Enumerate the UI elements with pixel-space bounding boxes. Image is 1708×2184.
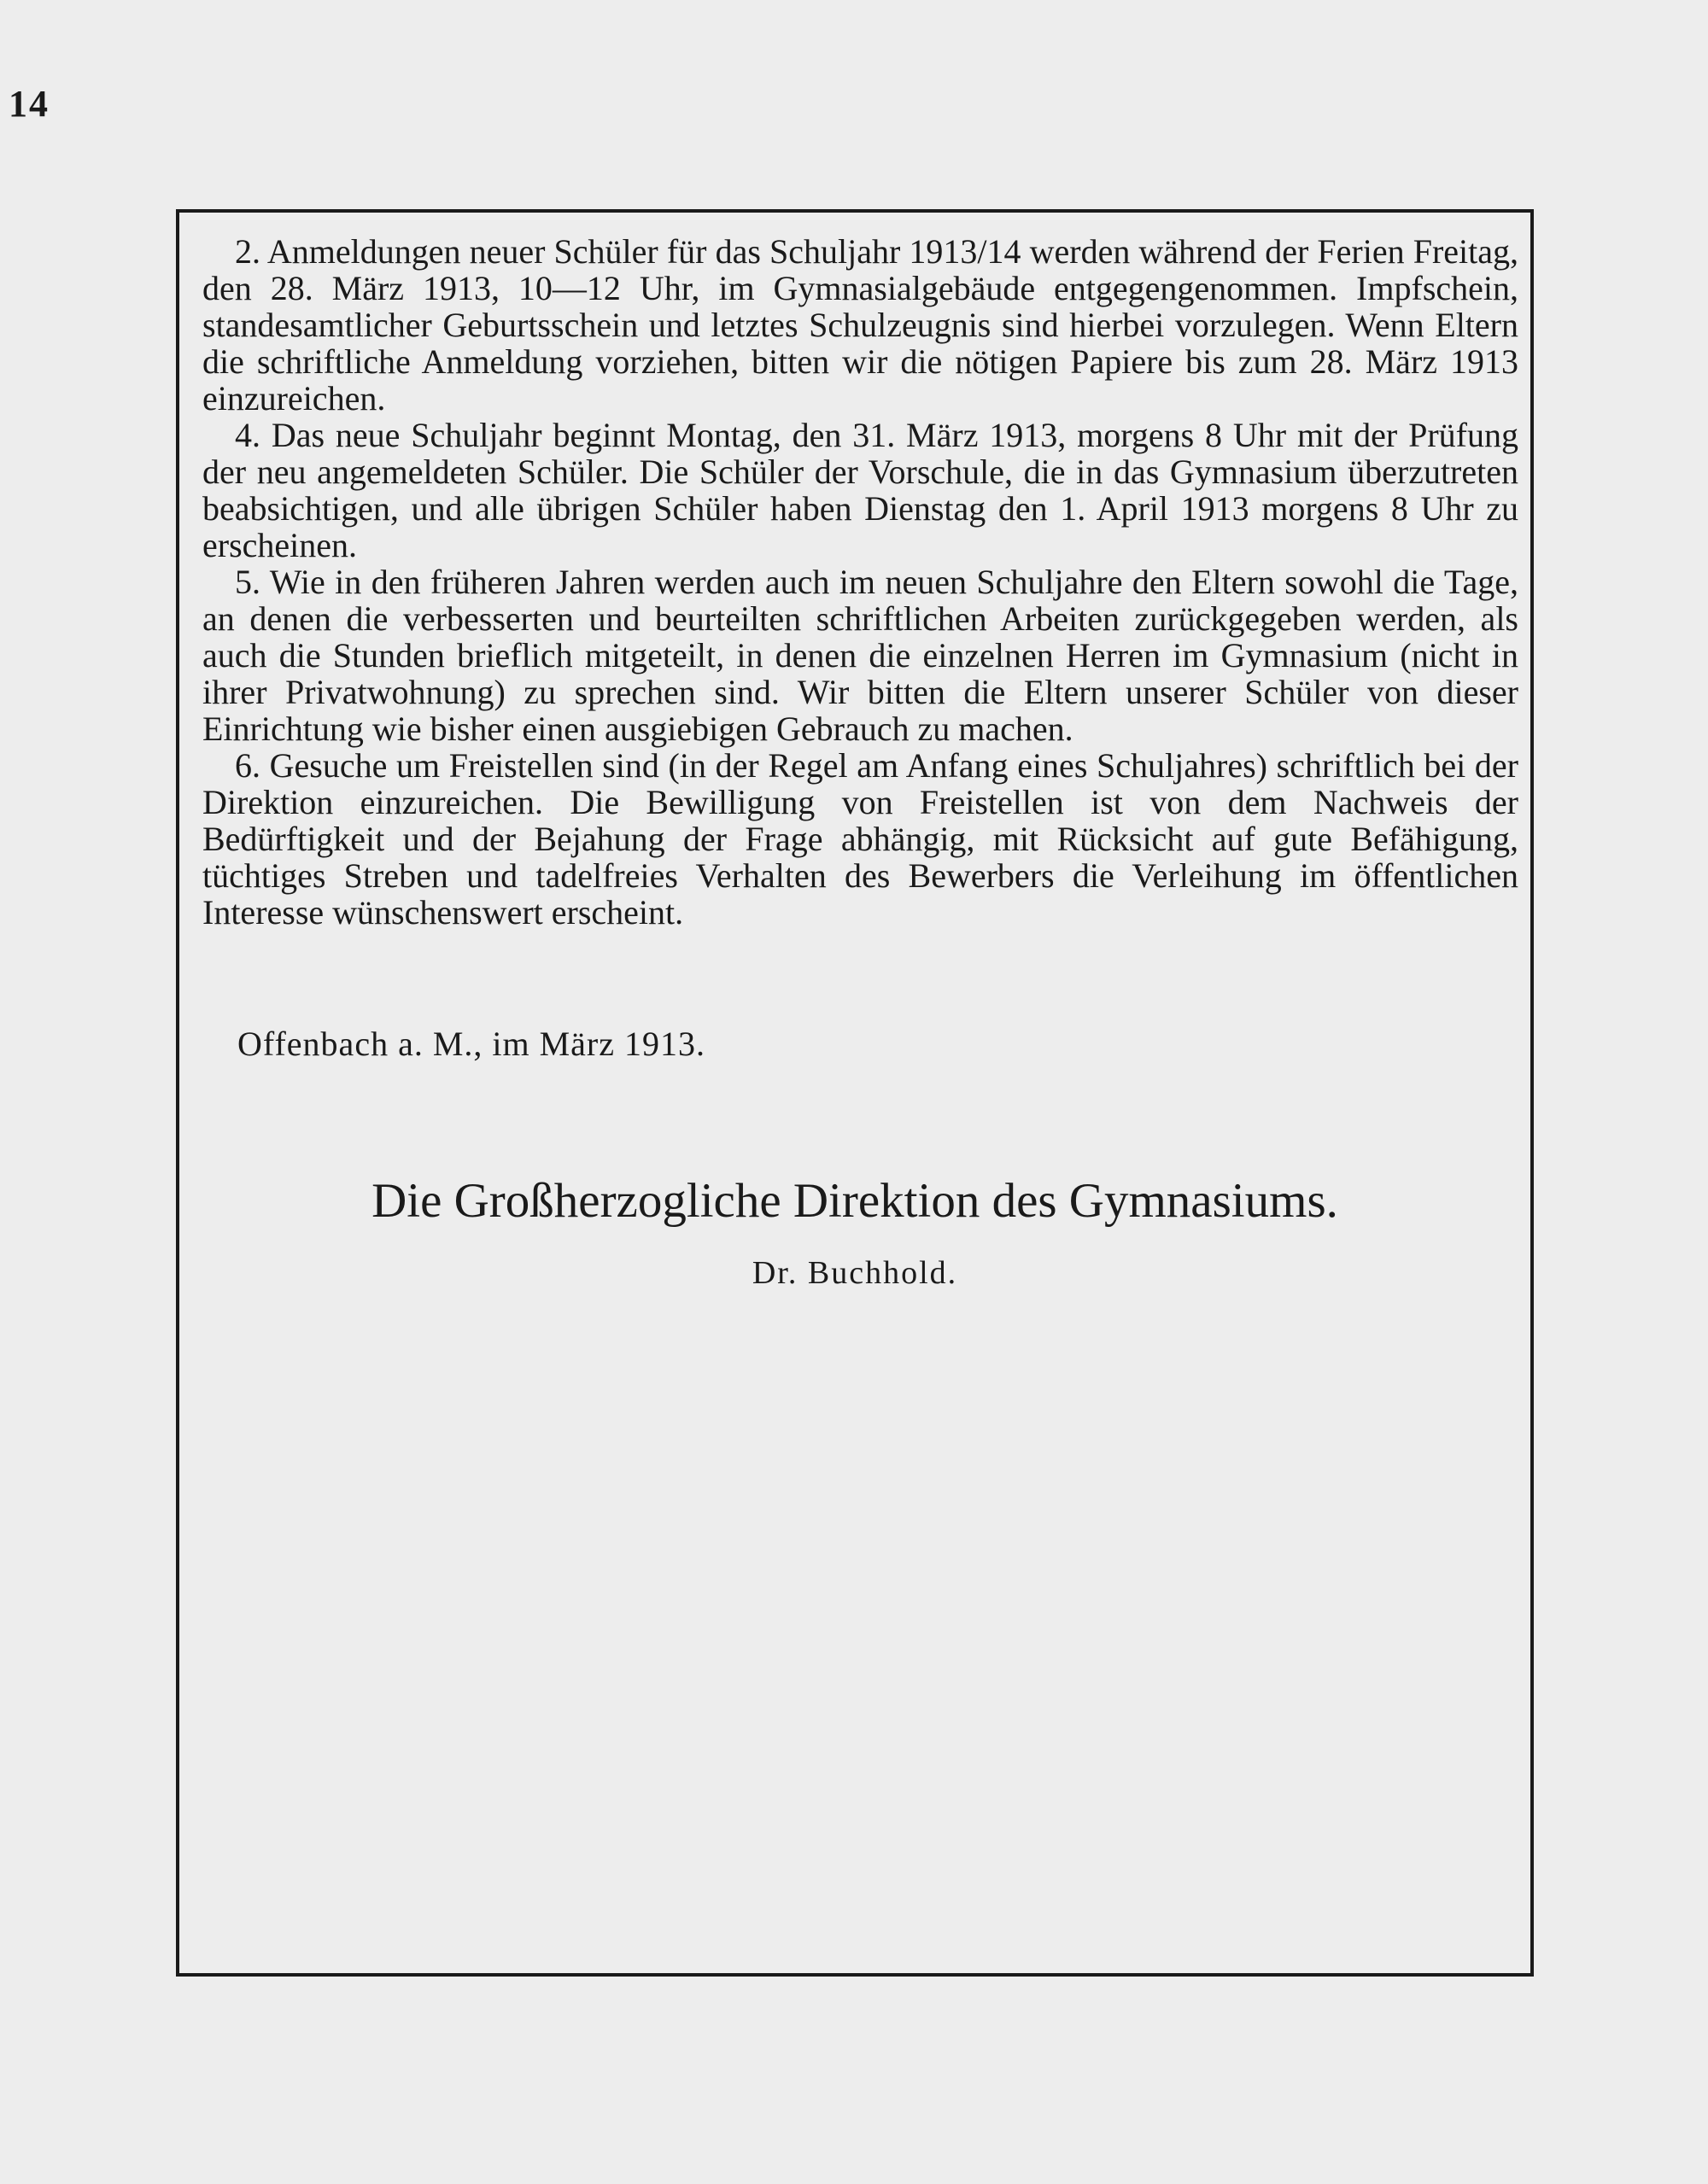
- paragraph-school-year-start: 4. Das neue Schuljahr beginnt Montag, den 31. März 1913, morgens 8 Uhr mit der Prüfung der neu angemeldeten Schüler. Die Schüler der Vorschule, die in das Gymnasium überzutreten beabsichtigen, und alle übrigen Schüler haben Dienstag den 1. April 1913 morgens 8 Uhr zu erscheinen.: [202, 416, 1518, 564]
- paragraph-registration: 2. Anmeldungen neuer Schüler für das Schuljahr 1913/14 werden während der Ferien Freitag, den 28. März 1913, 10—12 Uhr, im Gymnasialgebäude entgegengenommen. Impfschein, standesamtlicher Geburtsschein und letztes Schulzeugnis sind hierbei vorzulegen. Wenn Eltern die schriftliche Anmeldung vorziehen, bitten wir die nötigen Papiere bis zum 28. März 1913 einzureichen.: [202, 232, 1518, 418]
- paragraph-parent-notification: 5. Wie in den früheren Jahren werden auch im neuen Schuljahre den Eltern sowohl die Tage, an denen die verbesserten und beurteilten schriftlichen Arbeiten zurückgegeben werden, als auch die Stunden brieflich mitgeteilt, in denen die einzelnen Herren im Gymnasium (nicht in ihrer Privatwohnung) zu sprechen sind. Wir bitten die Eltern unserer Schüler von dieser Einrichtung wie bisher einen ausgiebigen Gebrauch zu machen.: [202, 563, 1518, 748]
- page-number: 14: [9, 83, 50, 125]
- paragraph-free-places: 6. Gesuche um Freistellen sind (in der Regel am Anfang eines Schuljahres) schriftlich bei der Direktion einzureichen. Die Bewilligung von Freistellen ist von dem Nachweis der Bedürftigkeit und der Bejahung der Frage abhängig, mit Rücksicht auf gute Befähigung, tüchtiges Streben und tadelfreies Verhalten des Bewerbers die Verleihung im öffentlichen Interesse wünschenswert erscheint.: [202, 746, 1518, 931]
- body-text: [202, 233, 1518, 931]
- signatory: Dr. Buchhold.: [752, 1255, 958, 1291]
- authority-title: Die Großherzogliche Direktion des Gymnasiums.: [371, 1174, 1338, 1228]
- document-frame: [176, 209, 1534, 1977]
- place-date: Offenbach a. M., im März 1913.: [237, 1025, 706, 1063]
